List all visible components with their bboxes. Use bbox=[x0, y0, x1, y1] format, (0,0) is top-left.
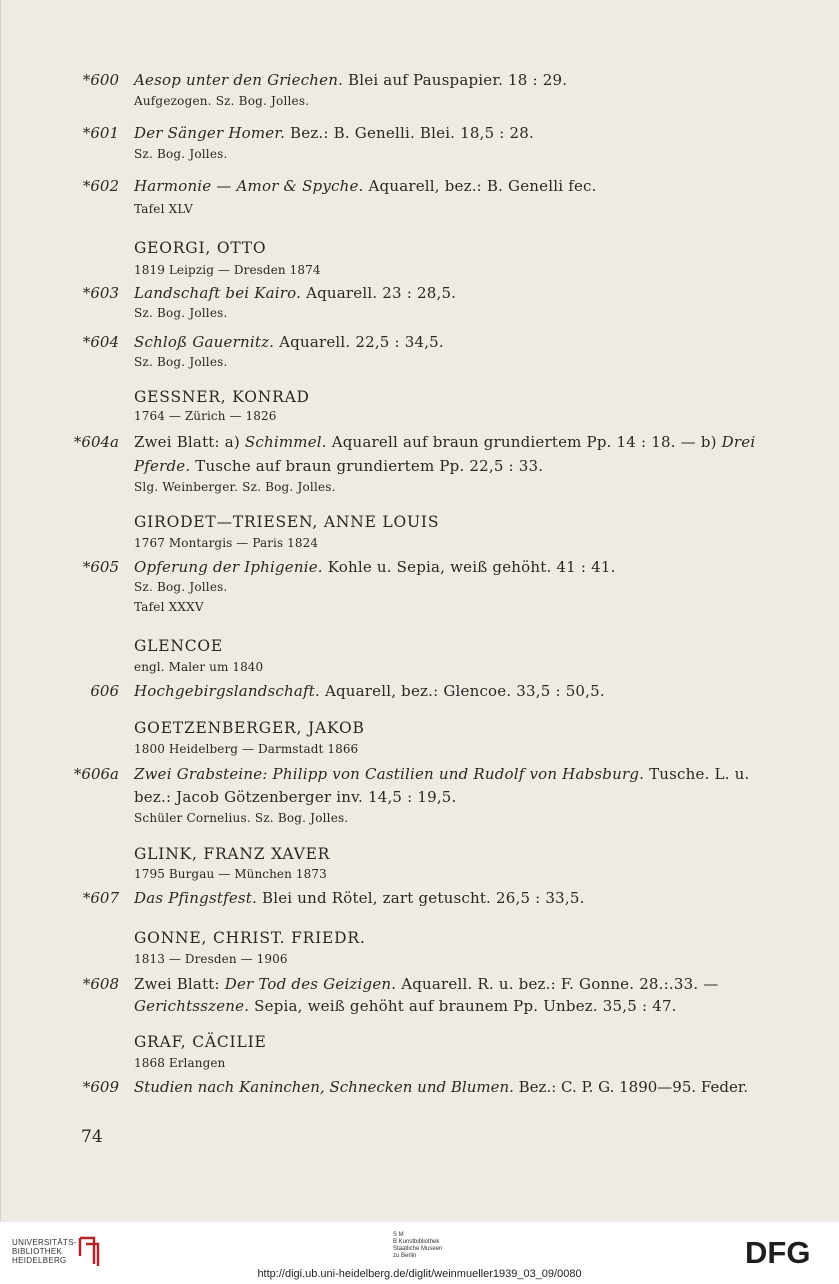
entry-description: Kohle u. Sepia, weiß gehöht. 41 : 41. bbox=[322, 558, 616, 576]
entry-line bbox=[134, 71, 567, 89]
entry-description: Tusche. L. u. bbox=[644, 765, 750, 783]
stamp-line: B Kunstbibliothek bbox=[393, 1239, 440, 1245]
dfg-logo-icon bbox=[745, 1236, 827, 1266]
university-library-label bbox=[12, 1238, 77, 1265]
page-number: 74 bbox=[81, 1127, 103, 1147]
dfg-logo-text: DFG bbox=[745, 1236, 811, 1266]
entry-line bbox=[134, 124, 534, 142]
artist-dates: 1767 Montargis — Paris 1824 bbox=[134, 536, 319, 550]
provenance-note: Slg. Weinberger. Sz. Bog. Jolles. bbox=[134, 480, 336, 494]
entry-line-continued bbox=[134, 457, 543, 475]
entry-description: Aquarell, bez.: B. Genelli fec. bbox=[363, 177, 597, 195]
artist-dates: 1800 Heidelberg — Darmstadt 1866 bbox=[134, 742, 359, 756]
entry-description: Bez.: B. Genelli. Blei. 18,5 : 28. bbox=[285, 124, 534, 142]
entry-description: Aquarell. R. u. bez.: F. Gonne. 28.:.33. — bbox=[396, 975, 719, 993]
artist-dates: 1813 — Dresden — 1906 bbox=[134, 952, 288, 966]
lot-number: 606 bbox=[90, 682, 119, 700]
artist-name: GLINK, FRANZ XAVER bbox=[134, 845, 331, 863]
entry-line bbox=[134, 975, 719, 993]
artist-dates: 1795 Burgau — München 1873 bbox=[134, 867, 327, 881]
entry-prefix: Zwei Blatt: bbox=[134, 975, 225, 993]
artist-dates: 1868 Erlangen bbox=[134, 1056, 226, 1070]
artist-name: GLENCOE bbox=[134, 637, 224, 655]
plate-note: Tafel XXXV bbox=[134, 600, 204, 614]
entry-line bbox=[134, 177, 597, 195]
entry-title: Harmonie — Amor & Spyche. bbox=[134, 177, 364, 195]
entry-line bbox=[134, 1078, 748, 1096]
entry-title: Der Tod des Geizigen. bbox=[224, 975, 397, 993]
source-url[interactable]: http://digi.ub.uni-heidelberg.de/diglit/weinmueller1939_03_09/0080 bbox=[257, 1268, 582, 1280]
ub-line: HEIDELBERG bbox=[12, 1256, 67, 1265]
ub-line: UNIVERSITÄTS- bbox=[12, 1238, 77, 1247]
entry-title: Landschaft bei Kairo. bbox=[134, 284, 302, 302]
artist-name: GIRODET—TRIESEN, ANNE LOUIS bbox=[134, 513, 440, 531]
viewer-footer bbox=[0, 1222, 839, 1284]
entry-title: Opferung der Iphigenie. bbox=[134, 558, 323, 576]
entry-description: Bez.: C. P. G. 1890—95. Feder. bbox=[513, 1078, 749, 1096]
artist-name: GRAF, CÄCILIE bbox=[134, 1033, 267, 1051]
artist-name: GEORGI, OTTO bbox=[134, 239, 267, 257]
stamp-line: zu Berlin bbox=[393, 1253, 417, 1259]
entry-title: Pferde. bbox=[134, 457, 191, 475]
entry-title: Schimmel. bbox=[244, 433, 327, 451]
university-library-logo-icon bbox=[76, 1234, 102, 1268]
provenance-note: Sz. Bog. Jolles. bbox=[134, 355, 228, 369]
artist-dates: 1764 — Zürich — 1826 bbox=[134, 409, 277, 423]
entry-title: Studien nach Kaninchen, Schnecken und Blumen. bbox=[134, 1078, 514, 1096]
artist-dates: 1819 Leipzig — Dresden 1874 bbox=[134, 263, 321, 277]
artist-name: GESSNER, KONRAD bbox=[134, 388, 310, 406]
entry-description: Tusche auf braun grundiertem Pp. 22,5 : 33. bbox=[190, 457, 544, 475]
entry-prefix: Zwei Blatt: a) bbox=[134, 433, 245, 451]
entry-line bbox=[134, 765, 749, 783]
lot-number: *604a bbox=[73, 433, 119, 451]
entry-line-continued: bez.: Jacob Götzenberger inv. 14,5 : 19,5. bbox=[134, 788, 457, 806]
artist-name: GONNE, CHRIST. FRIEDR. bbox=[134, 929, 366, 947]
entry-description: Blei auf Pauspapier. 18 : 29. bbox=[343, 71, 568, 89]
plate-note: Tafel XLV bbox=[134, 202, 193, 216]
entry-line bbox=[134, 889, 585, 907]
lot-number: *609 bbox=[82, 1078, 119, 1096]
stamp-line: Staatliche Museen bbox=[393, 1246, 443, 1252]
provenance-note: Sz. Bog. Jolles. bbox=[134, 580, 228, 594]
entry-title: Gerichtsszene. bbox=[134, 997, 250, 1015]
lot-number: *603 bbox=[82, 284, 119, 302]
entry-title: Aesop unter den Griechen. bbox=[134, 71, 344, 89]
entry-line bbox=[134, 433, 755, 451]
entry-line bbox=[134, 682, 605, 700]
entry-title: Das Pfingstfest. bbox=[134, 889, 257, 907]
entry-title-second: Drei bbox=[721, 433, 756, 451]
lot-number: *605 bbox=[82, 558, 119, 576]
entry-description: Aquarell. 22,5 : 34,5. bbox=[274, 333, 444, 351]
entry-description: Aquarell auf braun grundiertem Pp. 14 : 18. — b) bbox=[326, 433, 722, 451]
entry-description: Sepia, weiß gehöht auf braunem Pp. Unbez. 35,5 : 47. bbox=[249, 997, 677, 1015]
lot-number: *602 bbox=[82, 177, 119, 195]
entry-title: Hochgebirgslandschaft. bbox=[134, 682, 320, 700]
entry-title: Schloß Gauernitz. bbox=[134, 333, 275, 351]
ub-line: BIBLIOTHEK bbox=[12, 1247, 63, 1256]
provenance-note: Schüler Cornelius. Sz. Bog. Jolles. bbox=[134, 811, 349, 825]
entry-line bbox=[134, 284, 456, 302]
artist-dates: engl. Maler um 1840 bbox=[134, 660, 264, 674]
lot-number: *606a bbox=[73, 765, 119, 783]
lot-number: *608 bbox=[82, 975, 119, 993]
artist-name: GOETZENBERGER, JAKOB bbox=[134, 719, 365, 737]
entry-line bbox=[134, 558, 616, 576]
entry-title: Der Sänger Homer. bbox=[134, 124, 286, 142]
entry-title: Zwei Grabsteine: Philipp von Castilien und Rudolf von Habsburg. bbox=[134, 765, 645, 783]
provenance-note: Sz. Bog. Jolles. bbox=[134, 147, 228, 161]
lot-number: *600 bbox=[82, 71, 119, 89]
entry-line-continued bbox=[134, 997, 677, 1015]
entry-description: Blei und Rötel, zart getuscht. 26,5 : 33,5. bbox=[257, 889, 585, 907]
lot-number: *607 bbox=[82, 889, 119, 907]
lot-number: *601 bbox=[82, 124, 119, 142]
entry-description: Aquarell. 23 : 28,5. bbox=[301, 284, 457, 302]
museum-stamp bbox=[393, 1232, 442, 1260]
stamp-line: S M bbox=[393, 1232, 404, 1238]
provenance-note: Aufgezogen. Sz. Bog. Jolles. bbox=[134, 94, 310, 108]
provenance-note: Sz. Bog. Jolles. bbox=[134, 306, 228, 320]
lot-number: *604 bbox=[82, 333, 119, 351]
entry-description: Aquarell, bez.: Glencoe. 33,5 : 50,5. bbox=[319, 682, 605, 700]
entry-line bbox=[134, 333, 444, 351]
